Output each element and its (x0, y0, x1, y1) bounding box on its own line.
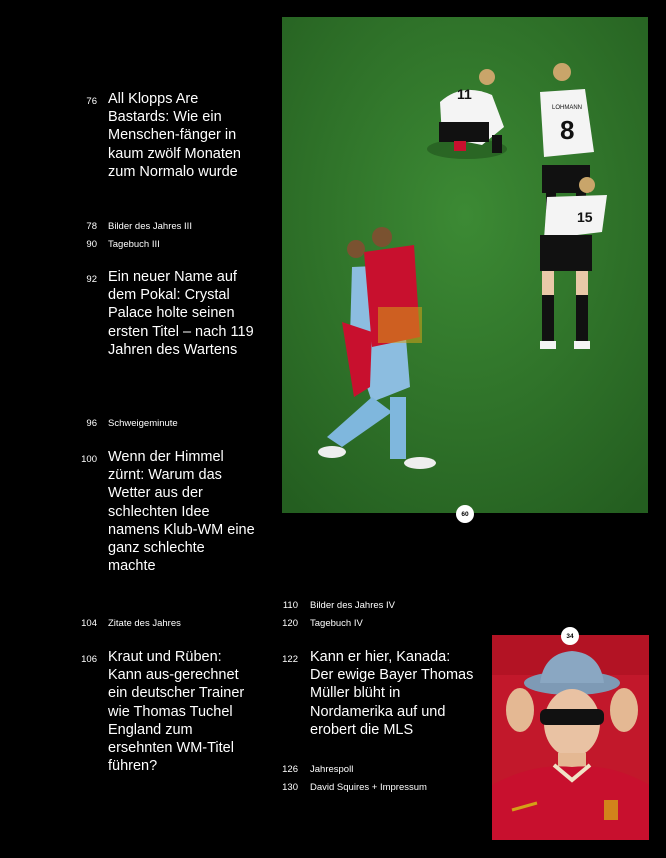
article-title: Kraut und Rüben: Kann aus-gerechnet ein deutscher Trainer wie Thomas Tuchel England zum ersehnten WM-Titel führen? (108, 649, 245, 775)
page-number: 92 (86, 274, 97, 285)
article-title: Bilder des Jahres III (108, 221, 192, 232)
article-title: Tagebuch IV (310, 618, 363, 629)
page-number: 126 (282, 764, 298, 775)
page-badge: 60 (456, 505, 474, 523)
article-title: Bilder des Jahres IV (310, 600, 396, 611)
page-number: 76 (86, 96, 97, 107)
page-number: 122 (282, 654, 298, 665)
jersey-number: 11 (457, 86, 472, 102)
article-title: Jahrespoll (310, 764, 354, 775)
page-badge: 34 (561, 627, 579, 645)
article-title: Zitate des Jahres (108, 618, 181, 629)
article-title: David Squires + Impressum (310, 782, 427, 793)
article-title: Tagebuch III (108, 239, 160, 250)
main-photo (282, 17, 648, 518)
page-number: 106 (81, 654, 97, 665)
jersey-name: LOHMANN (552, 105, 583, 111)
article-title: Wenn der Himmel zürnt: Warum das Wetter aus der schlechten Idee namens Klub-WM eine ganz schlechte machte (108, 449, 255, 575)
player-portrait-image (492, 635, 649, 840)
football-players-image (282, 17, 648, 513)
article-title: Kann er hier, Kanada: Der ewige Bayer Thomas Müller blüht in Nordamerika auf und erobert die MLS (310, 649, 474, 738)
article-title: Schweigeminute (108, 418, 178, 429)
page-number: 110 (282, 600, 298, 611)
page-number: 96 (86, 418, 97, 429)
page-number: 130 (282, 782, 298, 793)
page-number: 120 (282, 618, 298, 629)
page-number: 104 (81, 618, 97, 629)
page-number: 90 (86, 239, 97, 250)
jersey-number: 8 (560, 115, 575, 145)
page-number: 100 (81, 454, 97, 465)
page-number: 78 (86, 221, 97, 232)
article-title: Ein neuer Name auf dem Pokal: Crystal Palace holte seinen ersten Titel – nach 119 Jahren des Wartens (108, 269, 254, 358)
article-title: All Klopps Are Bastards: Wie ein Menschen-fänger in kaum zwölf Monaten zum Normalo wurde (108, 91, 241, 180)
portrait-photo (492, 632, 649, 840)
jersey-number: 15 (577, 209, 593, 225)
